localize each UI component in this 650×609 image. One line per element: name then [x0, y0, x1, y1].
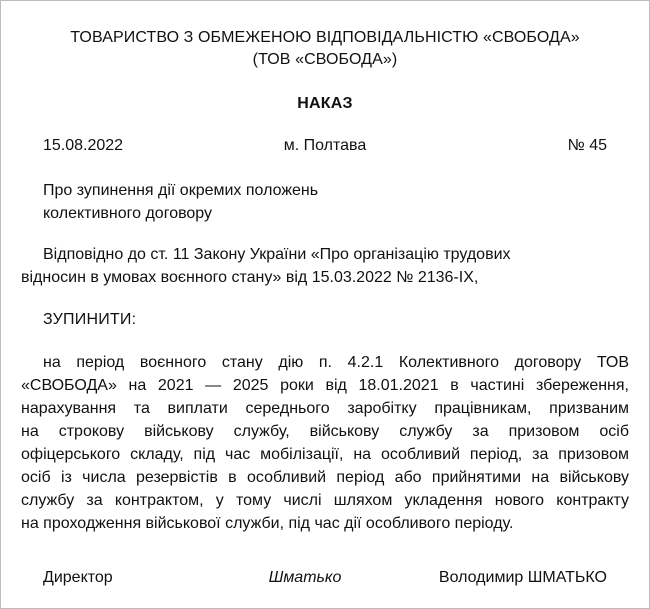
organization-short-name: (ТОВ «СВОБОДА»): [252, 51, 398, 68]
order-date: 15.08.2022: [43, 137, 124, 154]
handwritten-signature: Шматько: [268, 569, 342, 586]
body-line: на проходження військової служби, під час дії особливого періоду.: [21, 515, 514, 532]
document-title: НАКАЗ: [297, 95, 353, 112]
order-city: м. Полтава: [283, 137, 367, 154]
legal-basis-paragraph: [21, 243, 629, 289]
organization-full-name: ТОВАРИСТВО З ОБМЕЖЕНОЮ ВІДПОВІДАЛЬНІСТЮ «СВОБОДА»: [70, 29, 580, 46]
body-line: на строкову військову службу, військову службу за призовом осіб: [21, 423, 629, 440]
basis-line: відносин в умовах воєнного стану» від 15.03.2022 № 2136-IX,: [21, 269, 479, 286]
signatory-position: Директор: [43, 569, 113, 586]
signatory-name: Володимир ШМАТЬКО: [438, 569, 607, 586]
organization-header: [21, 27, 629, 71]
order-number: № 45: [567, 137, 607, 154]
body-line: осіб із числа резервістів в особливий період або прийнятими на військову: [21, 469, 629, 486]
body-line: на період воєнного стану дію п. 4.2.1 Колективного договору ТОВ: [43, 354, 629, 371]
subject-line: колективного договору: [43, 205, 213, 222]
basis-line: Відповідно до ст. 11 Закону України «Про організацію трудових: [43, 246, 511, 263]
directive-heading: ЗУПИНИТИ:: [43, 311, 137, 328]
order-meta-row: [43, 135, 607, 157]
body-line: нарахування та виплати середнього заробітку працівникам, призваним: [21, 400, 629, 417]
body-line: офіцерського складу, під час мобілізації, на особливий період, за призовом: [21, 446, 629, 463]
signature-row: [43, 567, 607, 589]
body-line: службу за контрактом, у тому числі шляхом укладення нового контракту: [21, 492, 629, 509]
body-line: «СВОБОДА» на 2021 — 2025 роки від 18.01.2021 в частині збереження,: [21, 377, 629, 394]
subject-line: Про зупинення дії окремих положень: [43, 182, 319, 199]
order-body-paragraph: [21, 351, 629, 535]
order-subject: [43, 179, 403, 225]
